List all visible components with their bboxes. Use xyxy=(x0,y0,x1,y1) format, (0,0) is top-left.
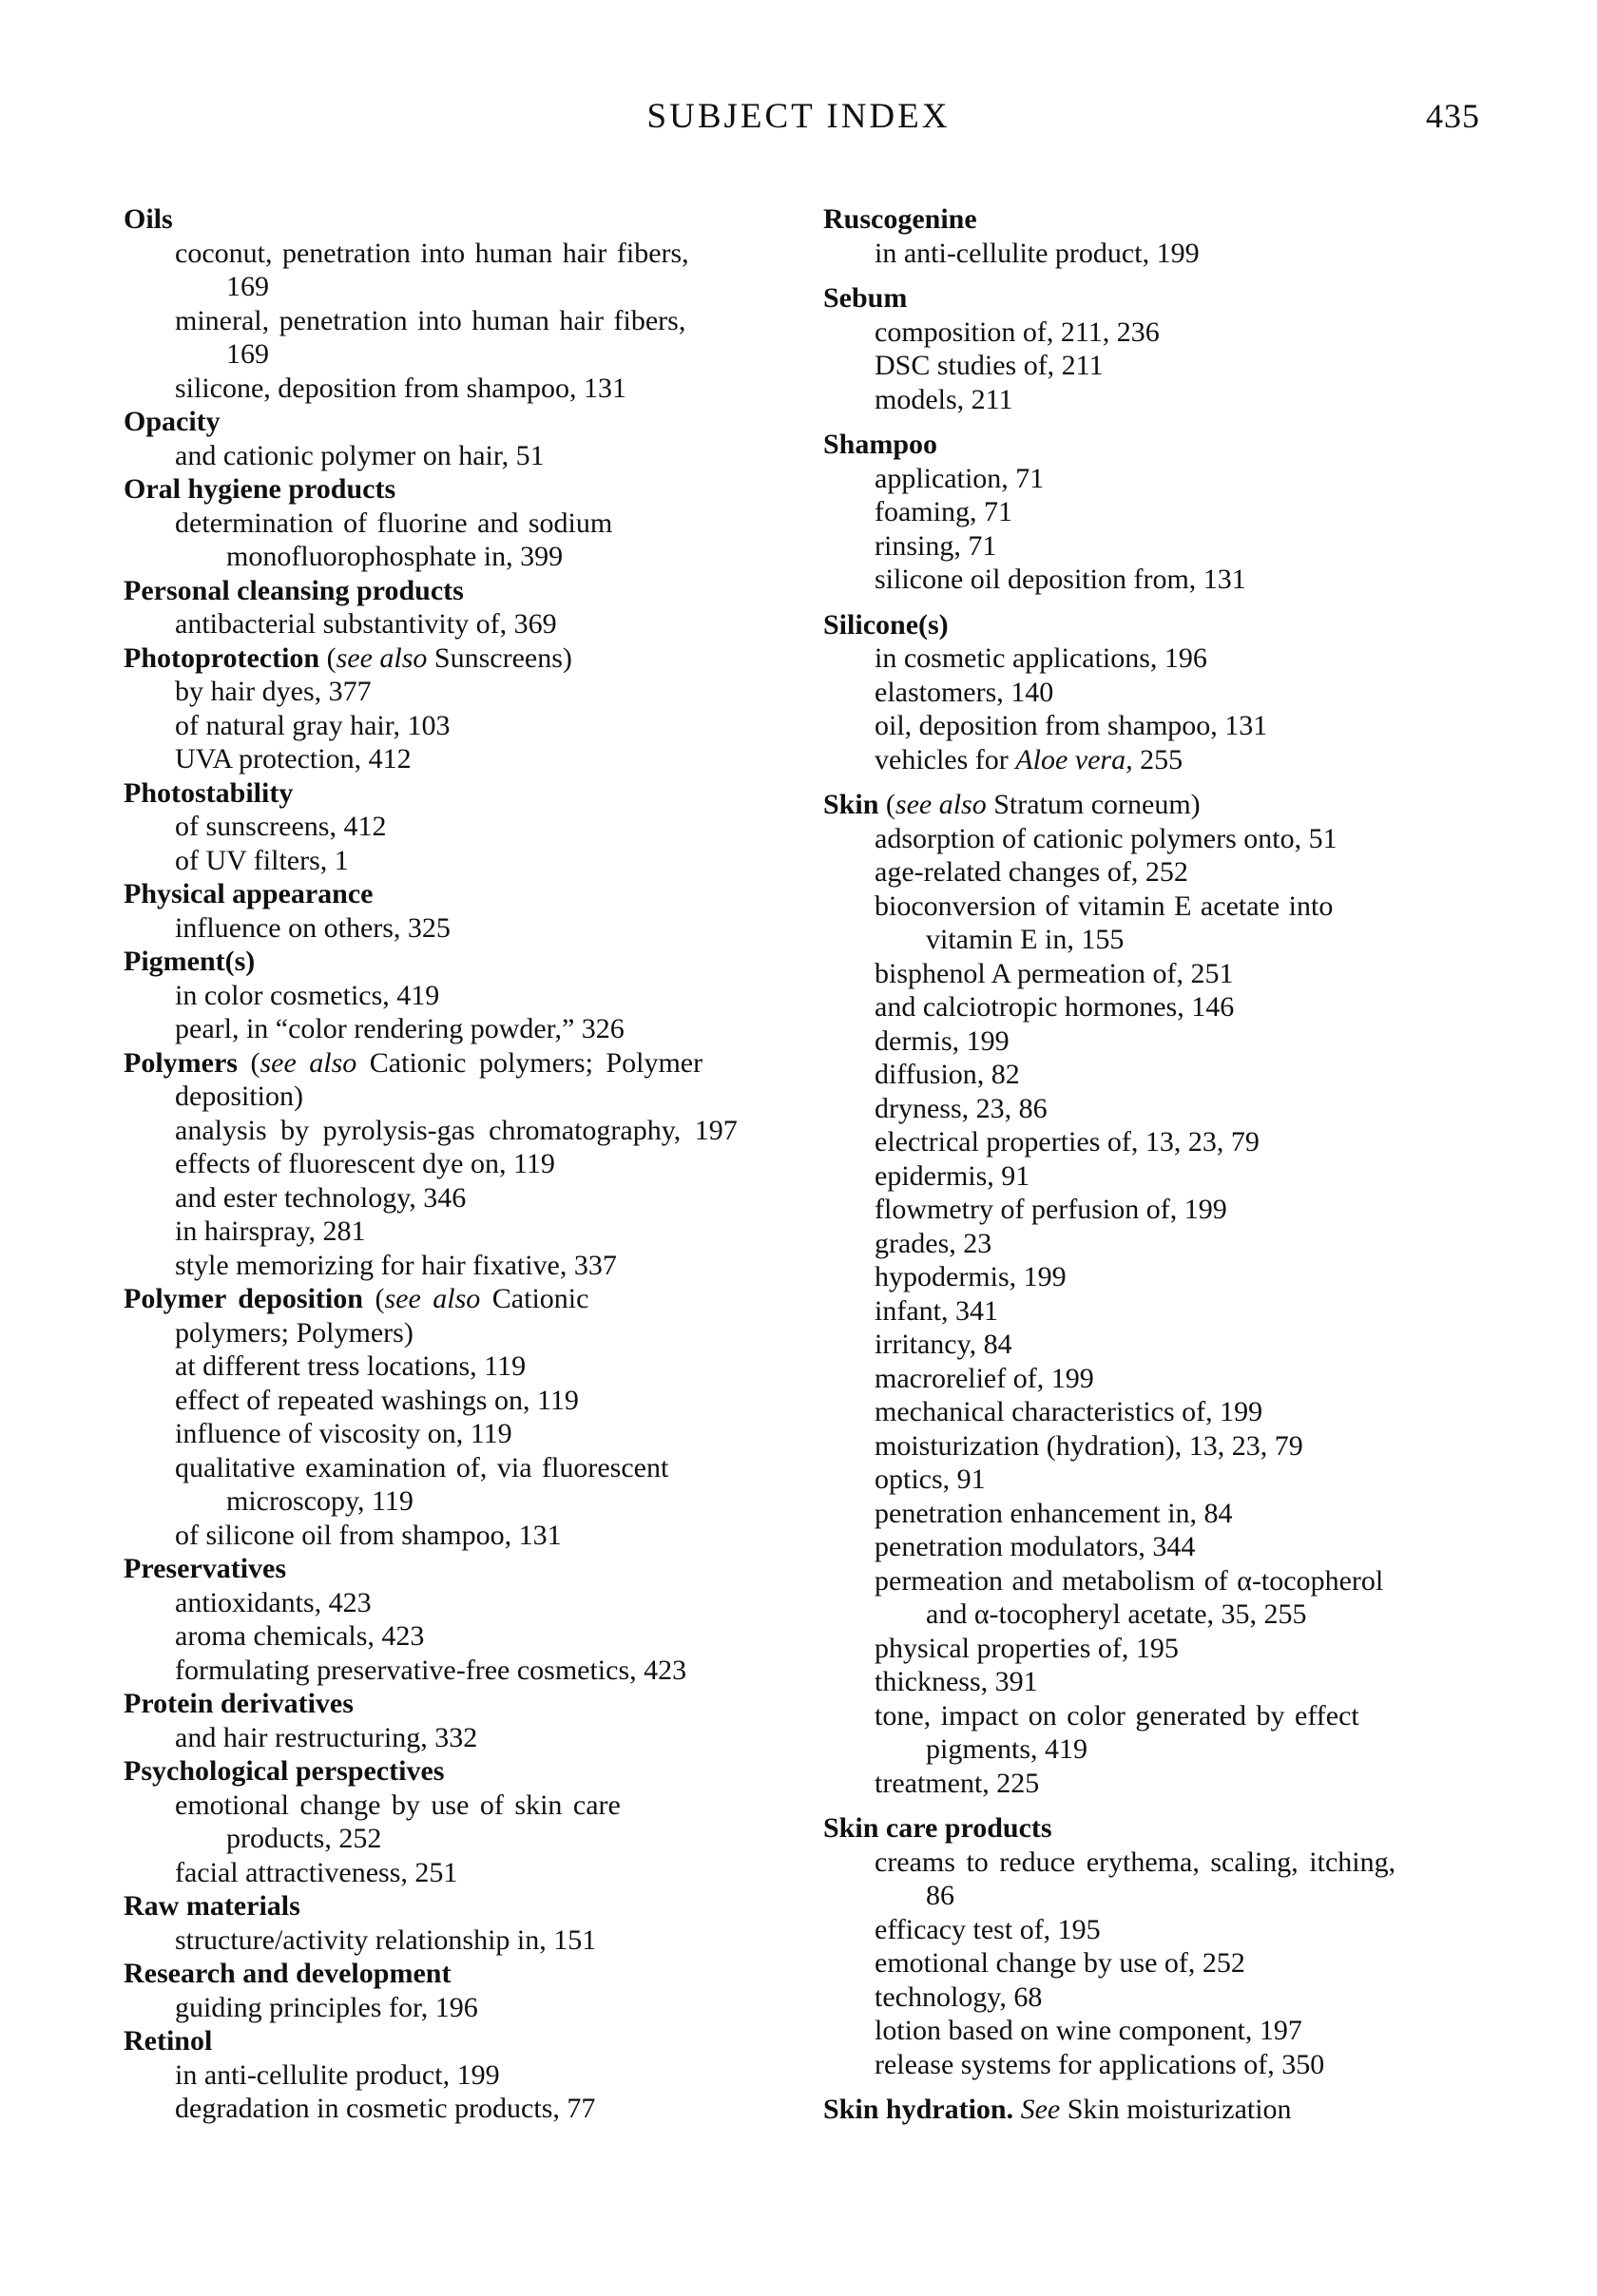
text-segment: application, 71 xyxy=(875,462,1045,494)
index-heading-line xyxy=(823,202,1489,237)
text-segment: bisphenol A permeation of, 251 xyxy=(875,957,1234,989)
text-segment: emotional change by use of, 252 xyxy=(875,1947,1245,1979)
text-segment: deposition) xyxy=(175,1081,303,1112)
index-heading-line xyxy=(124,2024,798,2058)
text-segment: and cationic polymer on hair, 51 xyxy=(175,439,545,471)
index-entry-line xyxy=(823,1879,1489,1913)
text-segment: models, 211 xyxy=(875,383,1013,415)
index-entry-line xyxy=(823,1846,1489,1880)
index-entry-line xyxy=(124,1991,798,2025)
text-segment: release systems for applications of, 350 xyxy=(875,2048,1325,2080)
index-entry-line xyxy=(124,304,798,338)
text-segment: and α-tocopheryl acetate, 35, 255 xyxy=(926,1598,1307,1630)
index-entry-line xyxy=(124,911,798,946)
index-entry-line xyxy=(124,1856,798,1890)
text-segment: degradation in cosmetic products, 77 xyxy=(175,2093,596,2124)
index-entry-line xyxy=(124,1654,798,1688)
text-segment: see also xyxy=(895,789,987,820)
index-entry-line xyxy=(823,1193,1489,1227)
index-entry-line xyxy=(124,1451,798,1485)
index-column-right xyxy=(823,202,1489,2127)
text-segment: Stratum corneum) xyxy=(986,789,1201,820)
text-segment: rinsing, 71 xyxy=(875,529,997,562)
index-heading-line xyxy=(124,1889,798,1923)
text-segment: see also xyxy=(336,641,428,674)
text-segment: influence of viscosity on, 119 xyxy=(175,1418,512,1449)
index-entry-line xyxy=(124,270,798,304)
text-segment: mechanical characteristics of, 199 xyxy=(875,1396,1263,1427)
text-segment: vehicles for xyxy=(875,743,1016,775)
text-segment: see also xyxy=(260,1046,357,1079)
text-segment: elastomers, 140 xyxy=(875,676,1054,708)
text-segment: Sebum xyxy=(823,282,908,314)
index-entry-line xyxy=(124,844,798,878)
index-entry-line xyxy=(823,1362,1489,1396)
index-entry-line xyxy=(823,890,1489,924)
text-segment: at different tress locations, 119 xyxy=(175,1350,527,1382)
text-segment: composition of, 211, 236 xyxy=(875,316,1160,348)
index-entry-line xyxy=(124,1316,798,1350)
text-segment: electrical properties of, 13, 23, 79 xyxy=(875,1126,1260,1158)
text-segment: bioconversion of vitamin E acetate into xyxy=(875,890,1334,922)
text-segment: adsorption of cationic polymers onto, 51 xyxy=(875,822,1337,854)
text-segment: influence on others, 325 xyxy=(175,911,451,944)
text-segment: monofluorophosphate in, 399 xyxy=(226,541,564,572)
text-segment: Physical appearance xyxy=(124,878,374,909)
text-segment: and ester technology, 346 xyxy=(175,1181,467,1214)
index-entry-line xyxy=(823,957,1489,991)
text-segment: 255 xyxy=(1132,743,1183,775)
text-segment: in anti-cellulite product, 199 xyxy=(875,237,1200,269)
index-heading-line xyxy=(124,1046,798,1081)
text-segment: irritancy, 84 xyxy=(875,1329,1012,1360)
index-heading-line xyxy=(823,281,1489,316)
text-segment: permeation and metabolism of α-tocopherol xyxy=(875,1564,1384,1597)
text-segment: tone, impact on color generated by effect xyxy=(875,1699,1359,1732)
index-entry-line xyxy=(124,607,798,641)
text-segment: treatment, 225 xyxy=(875,1767,1040,1799)
text-segment: Psychological perspectives xyxy=(124,1755,445,1787)
index-heading-line xyxy=(124,574,798,608)
index-entry-line xyxy=(823,923,1489,957)
index-entry-line xyxy=(124,1923,798,1958)
index-entry-line xyxy=(124,439,798,473)
index-entry-line xyxy=(823,855,1489,890)
text-segment: in cosmetic applications, 196 xyxy=(875,642,1207,674)
text-segment: DSC studies of, 211 xyxy=(875,350,1104,381)
text-segment: pigments, 419 xyxy=(926,1733,1087,1765)
text-segment: style memorizing for hair fixative, 337 xyxy=(175,1249,617,1281)
index-entry-line xyxy=(823,529,1489,564)
text-segment: Oils xyxy=(124,203,173,235)
index-entry-line xyxy=(823,2014,1489,2048)
index-entry-line xyxy=(823,822,1489,856)
index-heading-line xyxy=(124,1552,798,1586)
text-segment: lotion based on wine component, 197 xyxy=(875,2015,1302,2046)
index-entry-line xyxy=(124,1789,798,1823)
index-heading-line xyxy=(823,788,1489,822)
text-segment: of silicone oil from shampoo, 131 xyxy=(175,1519,562,1551)
index-entry-line xyxy=(124,1147,798,1181)
text-segment: penetration enhancement in, 84 xyxy=(875,1497,1233,1529)
text-segment: creams to reduce erythema, scaling, itching, xyxy=(875,1846,1396,1878)
text-segment: Skin hydration. xyxy=(823,2094,1014,2125)
index-entry-line xyxy=(124,1181,798,1215)
index-entry-line xyxy=(124,1080,798,1114)
text-segment: Research and development xyxy=(124,1958,452,1989)
index-entry-line xyxy=(124,1012,798,1046)
text-segment: Photoprotection xyxy=(124,641,320,674)
text-segment: guiding principles for, 196 xyxy=(175,1991,478,2023)
index-entry-line xyxy=(823,1395,1489,1429)
index-entry-line xyxy=(124,810,798,844)
index-entry-line xyxy=(823,1767,1489,1801)
index-entry-line xyxy=(124,1215,798,1249)
text-segment: effects of fluorescent dye on, 119 xyxy=(175,1148,555,1179)
text-segment: macrorelief of, 199 xyxy=(875,1362,1094,1394)
text-segment: foaming, 71 xyxy=(875,496,1012,527)
index-entry-line xyxy=(124,1519,798,1553)
text-segment: in color cosmetics, 419 xyxy=(175,979,440,1011)
text-segment: infant, 341 xyxy=(875,1294,998,1327)
index-entry-line xyxy=(124,372,798,406)
index-entry-line xyxy=(124,237,798,271)
text-segment: Photostability xyxy=(124,776,294,809)
text-segment: Polymer deposition xyxy=(124,1283,363,1314)
index-heading-line xyxy=(124,202,798,237)
text-segment: vitamin E in, 155 xyxy=(926,924,1125,955)
text-segment: of sunscreens, 412 xyxy=(175,811,387,842)
text-segment: Skin xyxy=(823,789,879,820)
index-heading-line xyxy=(124,472,798,507)
index-entry-line xyxy=(823,1429,1489,1464)
text-segment: hypodermis, 199 xyxy=(875,1261,1067,1292)
text-segment: antibacterial substantivity of, 369 xyxy=(175,608,557,640)
text-segment: 86 xyxy=(926,1880,954,1911)
text-segment: determination of fluorine and sodium xyxy=(175,507,613,539)
text-segment: epidermis, 91 xyxy=(875,1159,1030,1192)
index-entry-line xyxy=(823,1294,1489,1329)
index-entry-line xyxy=(823,1497,1489,1531)
index-entry-line xyxy=(124,1384,798,1418)
text-segment: Personal cleansing products xyxy=(124,574,464,606)
text-segment: optics, 91 xyxy=(875,1464,986,1495)
text-segment: mineral, penetration into human hair fibers, xyxy=(175,304,686,336)
index-heading-line xyxy=(823,2093,1489,2127)
text-segment: dryness, 23, 86 xyxy=(875,1092,1048,1124)
index-entry-line xyxy=(124,1417,798,1451)
text-segment: of UV filters, 1 xyxy=(175,844,349,876)
index-heading-line xyxy=(124,945,798,979)
index-entry-line xyxy=(823,743,1489,777)
index-entry-line xyxy=(823,2048,1489,2082)
text-segment: physical properties of, 195 xyxy=(875,1632,1179,1664)
index-entry-line xyxy=(823,1632,1489,1666)
index-entry-line xyxy=(823,1328,1489,1362)
index-entry-line xyxy=(124,709,798,743)
text-segment: flowmetry of perfusion of, 199 xyxy=(875,1194,1227,1225)
text-segment: antioxidants, 423 xyxy=(175,1586,372,1618)
text-segment: silicone, deposition from shampoo, 131 xyxy=(175,372,626,404)
text-segment: Pigment(s) xyxy=(124,946,256,977)
index-entry-line xyxy=(823,1024,1489,1059)
index-entry-line xyxy=(823,1913,1489,1947)
text-segment: pearl, in “color rendering powder,” 326 xyxy=(175,1013,625,1044)
text-segment: 169 xyxy=(226,338,269,370)
index-entry-line xyxy=(124,675,798,709)
index-entry-line xyxy=(823,1092,1489,1126)
index-entry-line xyxy=(124,1822,798,1856)
text-segment: Skin care products xyxy=(823,1812,1052,1844)
text-segment: products, 252 xyxy=(226,1823,382,1854)
index-entry-line xyxy=(124,1721,798,1755)
text-segment: polymers; Polymers) xyxy=(175,1316,414,1349)
index-entry-line xyxy=(124,2092,798,2126)
index-entry-line xyxy=(823,709,1489,743)
index-heading-line xyxy=(124,641,798,676)
index-entry-line xyxy=(823,641,1489,676)
index-entry-line xyxy=(823,1058,1489,1092)
index-entry-line xyxy=(823,1260,1489,1294)
index-entry-line xyxy=(823,1159,1489,1194)
text-segment: emotional change by use of skin care xyxy=(175,1789,621,1821)
text-segment: structure/activity relationship in, 151 xyxy=(175,1923,597,1956)
text-segment: formulating preservative-free cosmetics, 423 xyxy=(175,1654,687,1686)
text-segment: efficacy test of, 195 xyxy=(875,1913,1101,1945)
index-entry-line xyxy=(823,1463,1489,1497)
index-entry-line xyxy=(823,1665,1489,1699)
index-heading-line xyxy=(124,1754,798,1789)
index-entry-line xyxy=(823,1598,1489,1632)
index-entry-line xyxy=(124,1619,798,1654)
running-head-title: SUBJECT INDEX xyxy=(646,97,951,136)
text-segment: Protein derivatives xyxy=(124,1688,354,1719)
index-heading-line xyxy=(124,877,798,911)
index-entry-line xyxy=(823,237,1489,271)
index-entry-line xyxy=(823,1980,1489,2015)
text-segment: of natural gray hair, 103 xyxy=(175,709,451,741)
text-segment: aroma chemicals, 423 xyxy=(175,1620,425,1652)
text-segment: silicone oil deposition from, 131 xyxy=(875,564,1246,595)
text-segment: UVA protection, 412 xyxy=(175,743,412,775)
index-heading-line xyxy=(124,1282,798,1316)
text-segment: effect of repeated washings on, 119 xyxy=(175,1384,579,1416)
index-entry-line xyxy=(124,1114,798,1148)
index-entry-line xyxy=(823,1732,1489,1767)
page-header xyxy=(0,98,1597,137)
text-segment: analysis by pyrolysis-gas chromatography, 197 xyxy=(175,1114,738,1146)
index-entry-line xyxy=(823,495,1489,529)
text-segment: see also xyxy=(384,1283,481,1314)
text-segment: Retinol xyxy=(124,2025,213,2057)
text-segment: ( xyxy=(362,1283,385,1314)
text-segment: 169 xyxy=(226,271,269,302)
text-segment: age-related changes of, 252 xyxy=(875,856,1188,888)
text-segment: qualitative examination of, via fluorescent xyxy=(175,1451,669,1483)
text-segment: Aloe vera, xyxy=(1015,743,1133,775)
text-segment: and hair restructuring, 332 xyxy=(175,1721,478,1753)
text-segment: coconut, penetration into human hair fibers, xyxy=(175,237,689,269)
text-segment: thickness, 391 xyxy=(875,1666,1038,1697)
text-segment: Sunscreens) xyxy=(427,641,572,674)
index-entry-line xyxy=(823,462,1489,496)
text-segment: diffusion, 82 xyxy=(875,1059,1020,1090)
text-segment: Shampoo xyxy=(823,429,938,460)
text-segment: dermis, 199 xyxy=(875,1024,1010,1057)
text-segment: in hairspray, 281 xyxy=(175,1215,366,1247)
index-entry-line xyxy=(124,979,798,1013)
index-entry-line xyxy=(823,990,1489,1024)
text-segment xyxy=(1013,2094,1021,2125)
index-entry-line xyxy=(124,1586,798,1620)
text-segment: See xyxy=(1020,2094,1061,2125)
page-number: 435 xyxy=(1426,97,1480,135)
text-segment: Opacity xyxy=(124,406,221,437)
text-segment: Oral hygiene products xyxy=(124,473,396,505)
index-entry-line xyxy=(124,507,798,541)
text-segment: ( xyxy=(319,641,337,674)
index-entry-line xyxy=(823,1530,1489,1564)
text-segment: technology, 68 xyxy=(875,1980,1043,2013)
index-entry-line xyxy=(823,1227,1489,1261)
index-heading-line xyxy=(823,1811,1489,1846)
index-entry-line xyxy=(823,676,1489,710)
text-segment: Silicone(s) xyxy=(823,608,949,641)
text-segment: Raw materials xyxy=(124,1890,300,1922)
index-entry-line xyxy=(124,1249,798,1283)
text-segment: Cationic xyxy=(480,1283,589,1314)
index-heading-line xyxy=(124,776,798,811)
text-segment: microscopy, 119 xyxy=(226,1485,414,1517)
index-entry-line xyxy=(124,337,798,372)
text-segment: Polymers xyxy=(124,1046,238,1079)
text-segment: in anti-cellulite product, 199 xyxy=(175,2058,500,2091)
index-entry-line xyxy=(823,1699,1489,1733)
index-entry-line xyxy=(823,1125,1489,1159)
index-entry-line xyxy=(124,2058,798,2093)
text-segment: Skin moisturization xyxy=(1060,2094,1292,2125)
index-heading-line xyxy=(823,428,1489,462)
text-segment: by hair dyes, 377 xyxy=(175,676,372,707)
text-segment: Cationic polymers; Polymer xyxy=(356,1046,703,1079)
index-heading-line xyxy=(823,608,1489,642)
index-entry-line xyxy=(823,1946,1489,1980)
text-segment: and calciotropic hormones, 146 xyxy=(875,991,1235,1023)
index-entry-line xyxy=(124,742,798,776)
index-heading-line xyxy=(124,1957,798,1991)
index-entry-line xyxy=(124,540,798,574)
index-entry-line xyxy=(124,1484,798,1519)
text-segment: grades, 23 xyxy=(875,1227,992,1259)
index-column-left xyxy=(124,202,798,2126)
text-segment: ( xyxy=(237,1046,260,1079)
text-segment: oil, deposition from shampoo, 131 xyxy=(875,710,1268,741)
index-entry-line xyxy=(823,563,1489,597)
text-segment: moisturization (hydration), 13, 23, 79 xyxy=(875,1429,1303,1462)
text-segment: penetration modulators, 344 xyxy=(875,1531,1196,1562)
text-segment: Ruscogenine xyxy=(823,203,977,235)
index-entry-line xyxy=(823,316,1489,350)
index-heading-line xyxy=(124,405,798,439)
text-segment: Preservatives xyxy=(124,1553,287,1584)
index-entry-line xyxy=(823,349,1489,383)
text-segment: ( xyxy=(878,789,895,820)
index-heading-line xyxy=(124,1687,798,1721)
text-segment: facial attractiveness, 251 xyxy=(175,1856,458,1888)
index-entry-line xyxy=(823,383,1489,417)
index-entry-line xyxy=(124,1349,798,1384)
index-entry-line xyxy=(823,1564,1489,1598)
